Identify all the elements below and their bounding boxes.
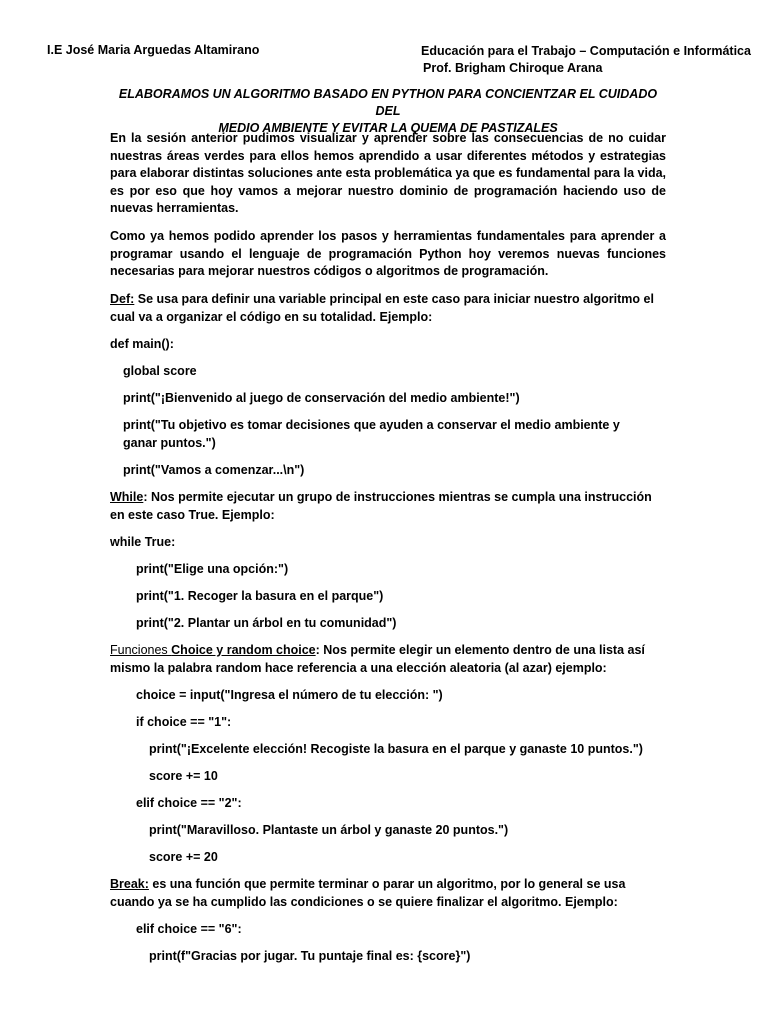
while-term: While [110, 490, 144, 504]
teacher-name: Prof. Brigham Chiroque Arana [423, 61, 603, 75]
intro-paragraph-2: Como ya hemos podido aprender los pasos y herramientas fundamentales para aprender a programar usando el lenguaje de programación Python hoy veremos nuevas funciones necesarias para mejorar nuestros códigos o algoritmos de programación. [110, 229, 666, 279]
title-line-1: ELABORAMOS UN ALGORITMO BASADO EN PYTHON PARA CONCIENTZAR EL CUIDADO DEL [118, 87, 658, 118]
code-line: def main(): [110, 337, 174, 351]
code-line: print("¡Excelente elección! Recogiste la basura en el parque y ganaste 10 puntos.") [149, 742, 643, 756]
code-line: score += 10 [149, 769, 218, 783]
code-line: choice = input("Ingresa el número de tu elección: ") [136, 688, 443, 702]
choice-text: : Nos permite elegir un elemento dentro de una lista así mismo la palabra random hace referencia a una elección aleatoria (al azar) ejemplo: [110, 643, 645, 675]
code-line: elif choice == "2": [136, 796, 242, 810]
code-line: print("1. Recoger la basura en el parque") [136, 589, 384, 603]
code-line: if choice == "1": [136, 715, 232, 729]
while-definition [110, 489, 666, 524]
code-line: print("2. Plantar un árbol en tu comunidad") [136, 616, 397, 630]
def-text: Se usa para definir una variable principal en este caso para iniciar nuestro algoritmo el cual va a organizar el código en su totalidad. Ejemplo: [110, 292, 654, 324]
school-name: I.E José Maria Arguedas Altamirano [47, 43, 260, 57]
code-line: while True: [110, 535, 176, 549]
code-line: print("¡Bienvenido al juego de conservación del medio ambiente!") [123, 391, 520, 405]
break-term: Break: [110, 877, 149, 891]
while-text: : Nos permite ejecutar un grupo de instrucciones mientras se cumpla una instrucción en este caso True. Ejemplo: [110, 490, 652, 522]
course-header [421, 43, 751, 77]
choice-term [110, 643, 316, 657]
course-name: Educación para el Trabajo – Computación e Informática [421, 44, 751, 58]
code-line: global score [123, 364, 197, 378]
code-line: score += 20 [149, 850, 218, 864]
code-line: print("Tu objetivo es tomar decisiones que ayuden a conservar el medio ambiente y ganar puntos.") [123, 418, 620, 450]
code-line: print("Elige una opción:") [136, 562, 289, 576]
code-line: print("Vamos a comenzar...\n") [123, 463, 305, 477]
intro-paragraph-1: En la sesión anterior pudimos visualizar y aprender sobre las consecuencias de no cuidar nuestras áreas verdes para ellos hemos aprendido a usar diferentes métodos y estrategias para elaborar distintas soluciones ante esta problemática ya que es fundamental para la vida, es por eso que hoy vamos a mejorar nuestro dominio de programación haciendo uso de nuevas herramientas. [110, 131, 666, 216]
code-line: elif choice == "6": [136, 922, 242, 936]
choice-definition [110, 642, 666, 677]
break-definition [110, 876, 666, 911]
title-line-2: MEDIO AMBIENTE Y EVITAR LA QUEMA DE PASTIZALES [218, 121, 558, 135]
code-line: print("Maravilloso. Plantaste un árbol y ganaste 20 puntos.") [149, 823, 509, 837]
def-term: Def: [110, 292, 135, 306]
code-line: print(f"Gracias por jugar. Tu puntaje final es: {score}") [149, 949, 471, 963]
break-text: es una función que permite terminar o parar un algoritmo, por lo general se usa cuando ya se ha cumplido las condiciones o se quiere finalizar el algoritmo. Ejemplo: [110, 877, 626, 909]
choice-term-prefix: Funciones [110, 643, 172, 657]
def-definition [110, 291, 666, 326]
choice-term-bold: Choice y random choice [171, 643, 316, 657]
